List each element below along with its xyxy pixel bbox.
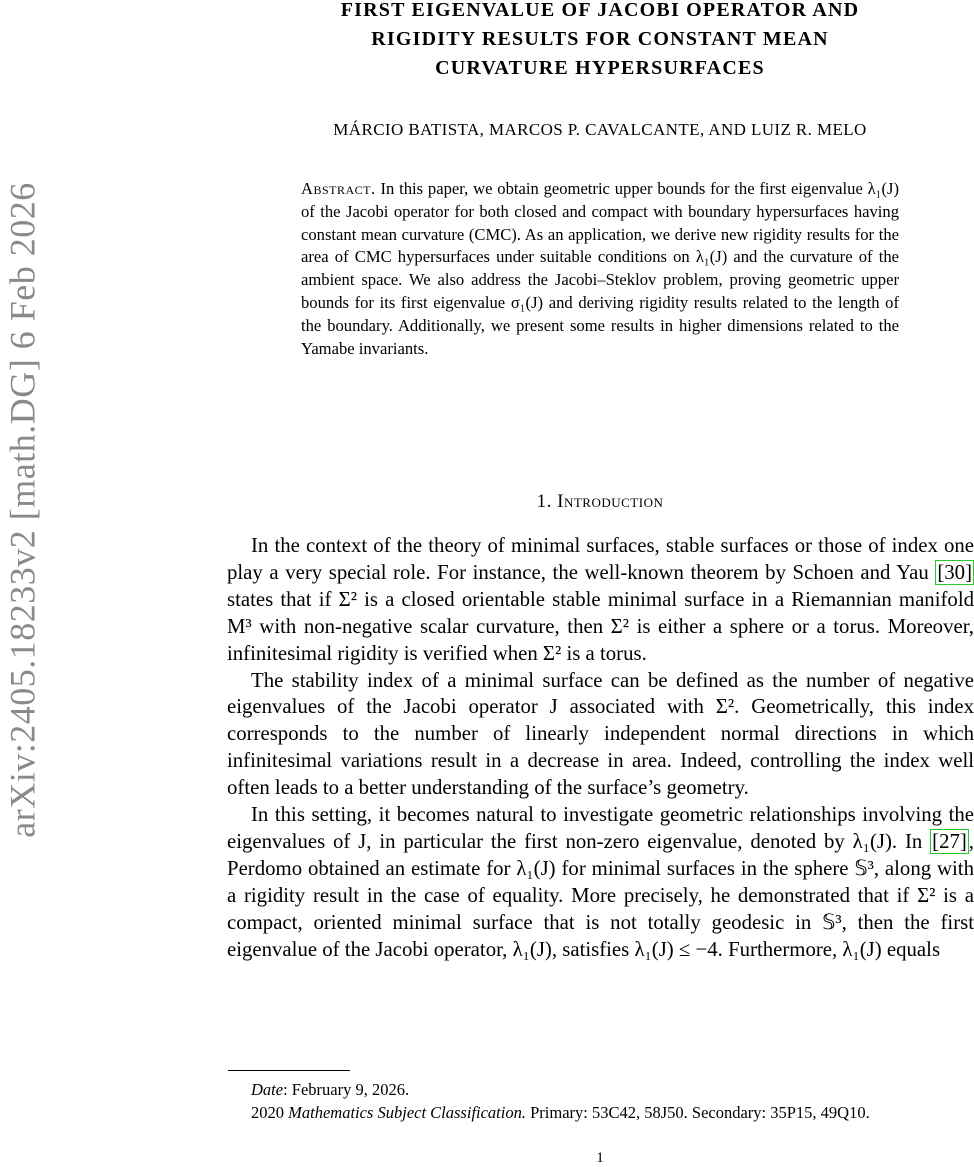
footnote-date-value: : February 9, 2026. — [283, 1080, 410, 1099]
footnote-msc-year: 2020 — [251, 1103, 284, 1122]
arxiv-identifier-text: arXiv:2405.18233v2 [math.DG] 6 Feb 2026 — [3, 182, 43, 838]
introduction-body — [227, 533, 974, 964]
footnote-msc-label: Mathematics Subject Classification. — [288, 1103, 526, 1122]
author-list: MÁRCIO BATISTA, MARCOS P. CAVALCANTE, AND LUIZ R. MELO — [333, 120, 867, 139]
page-number: 1 — [596, 1150, 604, 1166]
paper-title — [226, 0, 974, 83]
paragraph-3 — [227, 802, 974, 963]
paragraph-1-text-b: states that if Σ² is a closed orientable stable minimal surface in a Riemannian manifold M³ with non-negative scalar curvature, then Σ² is either a sphere or a torus. Moreover, infinitesimal rigidity is verified when Σ² is a torus. — [227, 587, 974, 665]
arxiv-identifier-stamp — [2, 130, 44, 890]
footnotes — [227, 1078, 974, 1124]
footnote-msc — [227, 1101, 974, 1124]
title-line-3: CURVATURE HYPERSURFACES — [435, 57, 765, 79]
paragraph-1 — [227, 533, 974, 668]
section-number: 1. — [536, 491, 552, 512]
footnote-msc-value: Primary: 53C42, 58J50. Secondary: 35P15, 49Q10. — [525, 1103, 870, 1122]
paragraph-2: The stability index of a minimal surface can be defined as the number of negative eigenvalues of the Jacobi operator J associated with Σ². Geometrically, this index corresponds to the number of linearly independent normal directions in which infinitesimal variations result in a decrease in area. Indeed, controlling the index well often leads to a better understanding of the surface’s geometry. — [227, 668, 974, 800]
abstract-label: Abstract. — [301, 179, 376, 198]
footnote-date-label: Date — [251, 1080, 284, 1099]
footnote-divider — [228, 1070, 350, 1071]
footnote-date — [227, 1078, 974, 1101]
paragraph-3-text-b: , Perdomo obtained an estimate for λ₁(J) for minimal surfaces in the sphere 𝕊³, along with a rigidity result in the case of equality. More precisely, he demonstrated that if Σ² is a compact, oriented minimal surface that is not totally geodesic in 𝕊³, then the first eigenvalue of the Jacobi operator, λ₁(J), satisfies λ₁(J) ≤ −4. Furthermore, λ₁(J) equals — [227, 829, 974, 961]
title-line-1: FIRST EIGENVALUE OF JACOBI OPERATOR AND — [340, 0, 860, 21]
title-line-2: RIGIDITY RESULTS FOR CONSTANT MEAN — [371, 28, 829, 50]
section-title: Introduction — [557, 491, 664, 512]
citation-link-30[interactable]: [30] — [937, 560, 972, 584]
section-heading — [226, 491, 974, 513]
abstract — [301, 178, 899, 360]
paragraph-3-text-a: In this setting, it becomes natural to investigate geometric relationships involving the eigenvalues of J, in particular the first non-zero eigenvalue, denoted by λ₁(J). In — [227, 803, 974, 853]
abstract-text: In this paper, we obtain geometric upper bounds for the first eigenvalue λ₁(J) of the Jacobi operator for both closed and compact with boundary hypersurfaces having constant mean curvature (CMC). As an application, we derive new rigidity results for the area of CMC hypersurfaces under suitable conditions on λ₁(J) and the curvature of the ambient space. We also address the Jacobi–Steklov problem, proving geometric upper bounds for its first eigenvalue σ₁(J) and deriving rigidity results related to the length of the boundary. Additionally, we present some results in higher dimensions related to the Yamabe invariants. — [301, 179, 899, 358]
paragraph-1-text-a: In the context of the theory of minimal surfaces, stable surfaces or those of index one play a very special role. For instance, the well-known theorem by Schoen and Yau — [227, 534, 974, 584]
citation-link-27[interactable]: [27] — [932, 829, 967, 853]
